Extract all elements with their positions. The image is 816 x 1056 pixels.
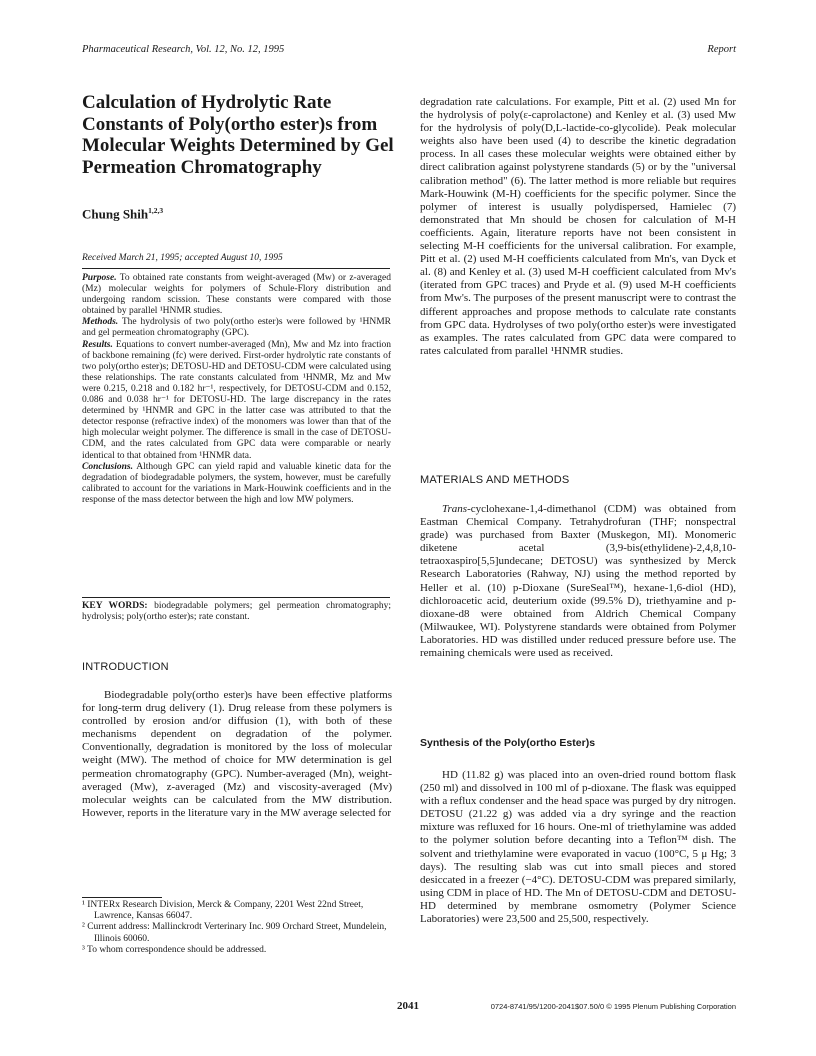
trans-italic: Trans <box>442 503 468 515</box>
conclusions-label: Conclusions. <box>82 461 133 472</box>
abstract-purpose <box>82 273 391 317</box>
results-text: Equations to convert number-averaged (Mn), Mw and Mz into fraction of backbone remaining (fc) were derived. First-order hydrolytic rate constants of two poly(ortho ester)s; DETOSU-HD and DETOSU-CDM were calculated using these relationships. The rate constants calculated from ¹HNMR, Mz and Mw were 0.215, 0.218 and 0.182 hr⁻¹, respectively, for DETOSU-CDM and 0.152, 0.086 and 0.038 hr⁻¹ for DETOSU-HD. The large discrepancy in the rates determined by ¹HNMR and GPC in the latter case was attributed to that the detector response (refractive index) of the monomers was lower than that of the high molecular weight polymer. The difference is small in the case of DETOSU-CDM, and the rates calculated from GPC data were comparable or nearly identical to that obtained from ¹HNMR data. <box>82 339 391 461</box>
keywords-text: biodegradable polymers; gel permeation chromatography; hydrolysis; poly(ortho ester)s; rate constant. <box>82 601 391 623</box>
abstract-conclusions <box>82 462 391 506</box>
introduction-body <box>82 689 392 820</box>
abstract-top-rule <box>82 268 390 269</box>
footnote-1: ¹ INTERx Research Division, Merck & Company, 2201 West 22nd Street, Lawrence, Kansas 66047. <box>82 900 364 922</box>
received-dates: Received March 21, 1995; accepted August 10, 1995 <box>82 253 283 263</box>
purpose-label: Purpose. <box>82 273 117 283</box>
article-title: Calculation of Hydrolytic Rate Constants of Poly(ortho ester)s from Molecular Weights Determined by Gel Permeation Chromatography <box>82 92 394 178</box>
copyright-line: 0724-8741/95/1200-2041$07.50/0 © 1995 Plenum Publishing Corporation <box>490 1002 736 1011</box>
author-affiliation-marks: 1,2,3 <box>148 206 164 215</box>
materials-paragraph <box>420 503 736 660</box>
introduction-continuation <box>420 96 736 358</box>
synthesis-paragraph: HD (11.82 g) was placed into an oven-dried round bottom flask (250 ml) and dissolved in 100 ml of p-dioxane. The flask was equipped with a reflux condenser and the head space was purged by dry nitrogen. DETOSU (21.22 g) was added via a dry syringe and the reaction mixture was refluxed for 16 hours. One-ml of triethylamine was added to the polymer solution before decanting into a Teflon™ dish. The solvent and triethylamine were evaporated in vacuo (100°C, 5 μ Hg; 3 days). The resulting slab was cut into small pieces and stored desiccated in a freezer (−4°C). DETOSU-CDM was prepared similarly, using CDM in place of HD. The Mn of DETOSU-CDM and DETOSU-HD determined by membrane osmometry (Polymer Science Laboratories) were 23,500 and 25,500, respectively. <box>420 769 736 926</box>
footnote-3: ³ To whom correspondence should be addressed. <box>82 944 267 955</box>
introduction-paragraph: Biodegradable poly(ortho ester)s have been effective platforms for long-term drug delivery (1). Drug release from these polymers is controlled by erosion and/or diffusion (1), with both of these mechanisms dependent on degradation of the polymer. Conventionally, degradation is monitored by the loss of molecular weight (MW). The method of choice for MW determination is gel permeation chromatography (GPC). Number-averaged (Mn), weight-averaged (Mw), z-averaged (Mz) and viscosity-averaged (Mv) molecular weights can be calculated from the MW distribution. However, reports in the literature vary in the MW average selected for <box>82 689 392 819</box>
materials-methods-heading: MATERIALS AND METHODS <box>420 474 570 486</box>
materials-methods-body <box>420 503 736 660</box>
purpose-text: To obtained rate constants from weight-averaged (Mw) or z-averaged (Mz) molecular weights for polymers of Schule-Flory distribution and undergoing random scission. These constants were compared with those obtained by parallel ¹HNMR studies. <box>82 273 391 317</box>
keywords <box>82 601 391 623</box>
conclusions-text: Although GPC can yield rapid and valuable kinetic data for the degradation of biodegradable polymers, the system, however, must be carefully calibrated to account for the variations in Mark-Houwink coefficients and in the response of the mass detector between the high and low MW polymers. <box>82 461 391 505</box>
materials-text: -cyclohexane-1,4-dimethanol (CDM) was obtained from Eastman Chemical Company. Tetrahydrofuran (THF; nonspectral grade) was purchased from Baxter (Muskegon, MI). Monomeric diketene acetal (3,9-bis(ethylidene)-2,4,8,10-tetraoxaspiro[5,5]undecane; DETOSU) was synthesized by Merck Research Laboratories (Rahway, NJ) using the method reported by Heller et al. (10) p-Dioxane (SureSeal™), hexane-1,6-diol (HD), dichloroacetic acid, deuterium oxide (99.5% D), triethyamine and p-dioxane-d8 were obtained from Aldrich Chemical Company (Milwaukee, WI). Polystyrene standards were obtained from Polymer Laboratories. HD was distilled under reduced pressure before use. The remaining chemicals were used as received. <box>420 503 736 660</box>
synthesis-body <box>420 769 736 926</box>
footnote-2: ² Current address: Mallinckrodt Verterinary Inc. 909 Orchard Street, Mundelein, Illinois 60060. <box>82 922 387 944</box>
methods-label: Methods. <box>82 317 119 328</box>
keywords-label: KEY WORDS: <box>82 601 148 611</box>
page-number: 2041 <box>397 1000 419 1012</box>
abstract-bottom-rule <box>82 597 390 598</box>
footnote-rule <box>82 897 162 898</box>
section-label: Report <box>707 44 736 55</box>
continuation-paragraph: degradation rate calculations. For example, Pitt et al. (2) used Mn for the hydrolysis of poly(ε-caprolactone) and Kenley et al. (3) used Mw for the hydrolysis of poly(D,L-lactide-co-glycolide). Peak molecular weights also have been used (4) to describe the kinetic degradation process. In all cases these molecular weights were obtained either by direct calibration against polystyrene standards (5) or by the "universal calibration method" (6). The latter method is more reliable but requires Mark-Houwink (M-H) coefficients for the specific polymer. Since the polymer of interest is usually polydispersed, Hamielec (7) demonstrated that Mn should be chosen for calculation of M-H coefficients. Again, literature reports have not been consistent in selecting M-H coefficients for the universal calibration. For example, Pitt et al. (2) used M-H coefficients calculated from Mn's, van Dyck et al. (8) and Kenley et al. (3) used M-H coefficient calculated from Mv's (iterated from GPC traces) and Pryde et al. (9) used M-H coefficients from Mw's. The purposes of the present manuscript were to contrast the different approaches and propose methods to calculate rate constants from GPC data. Hydrolyses of two poly(ortho ester)s were investigated as examples. The rates calculated from GPC data were compared to rates calculated from parallel ¹HNMR studies. <box>420 96 736 357</box>
footnotes <box>82 900 400 956</box>
introduction-heading: INTRODUCTION <box>82 661 169 673</box>
author-line <box>82 206 163 222</box>
abstract-results <box>82 340 391 462</box>
author-name: Chung Shih <box>82 206 149 222</box>
abstract <box>82 273 391 506</box>
results-label: Results. <box>82 339 113 350</box>
methods-text: The hydrolysis of two poly(ortho ester)s were followed by ¹HNMR and gel permeation chromatography (GPC). <box>82 317 391 339</box>
abstract-methods <box>82 317 391 339</box>
journal-running-header: Pharmaceutical Research, Vol. 12, No. 12, 1995 <box>82 44 285 55</box>
synthesis-heading: Synthesis of the Poly(ortho Ester)s <box>420 737 596 749</box>
